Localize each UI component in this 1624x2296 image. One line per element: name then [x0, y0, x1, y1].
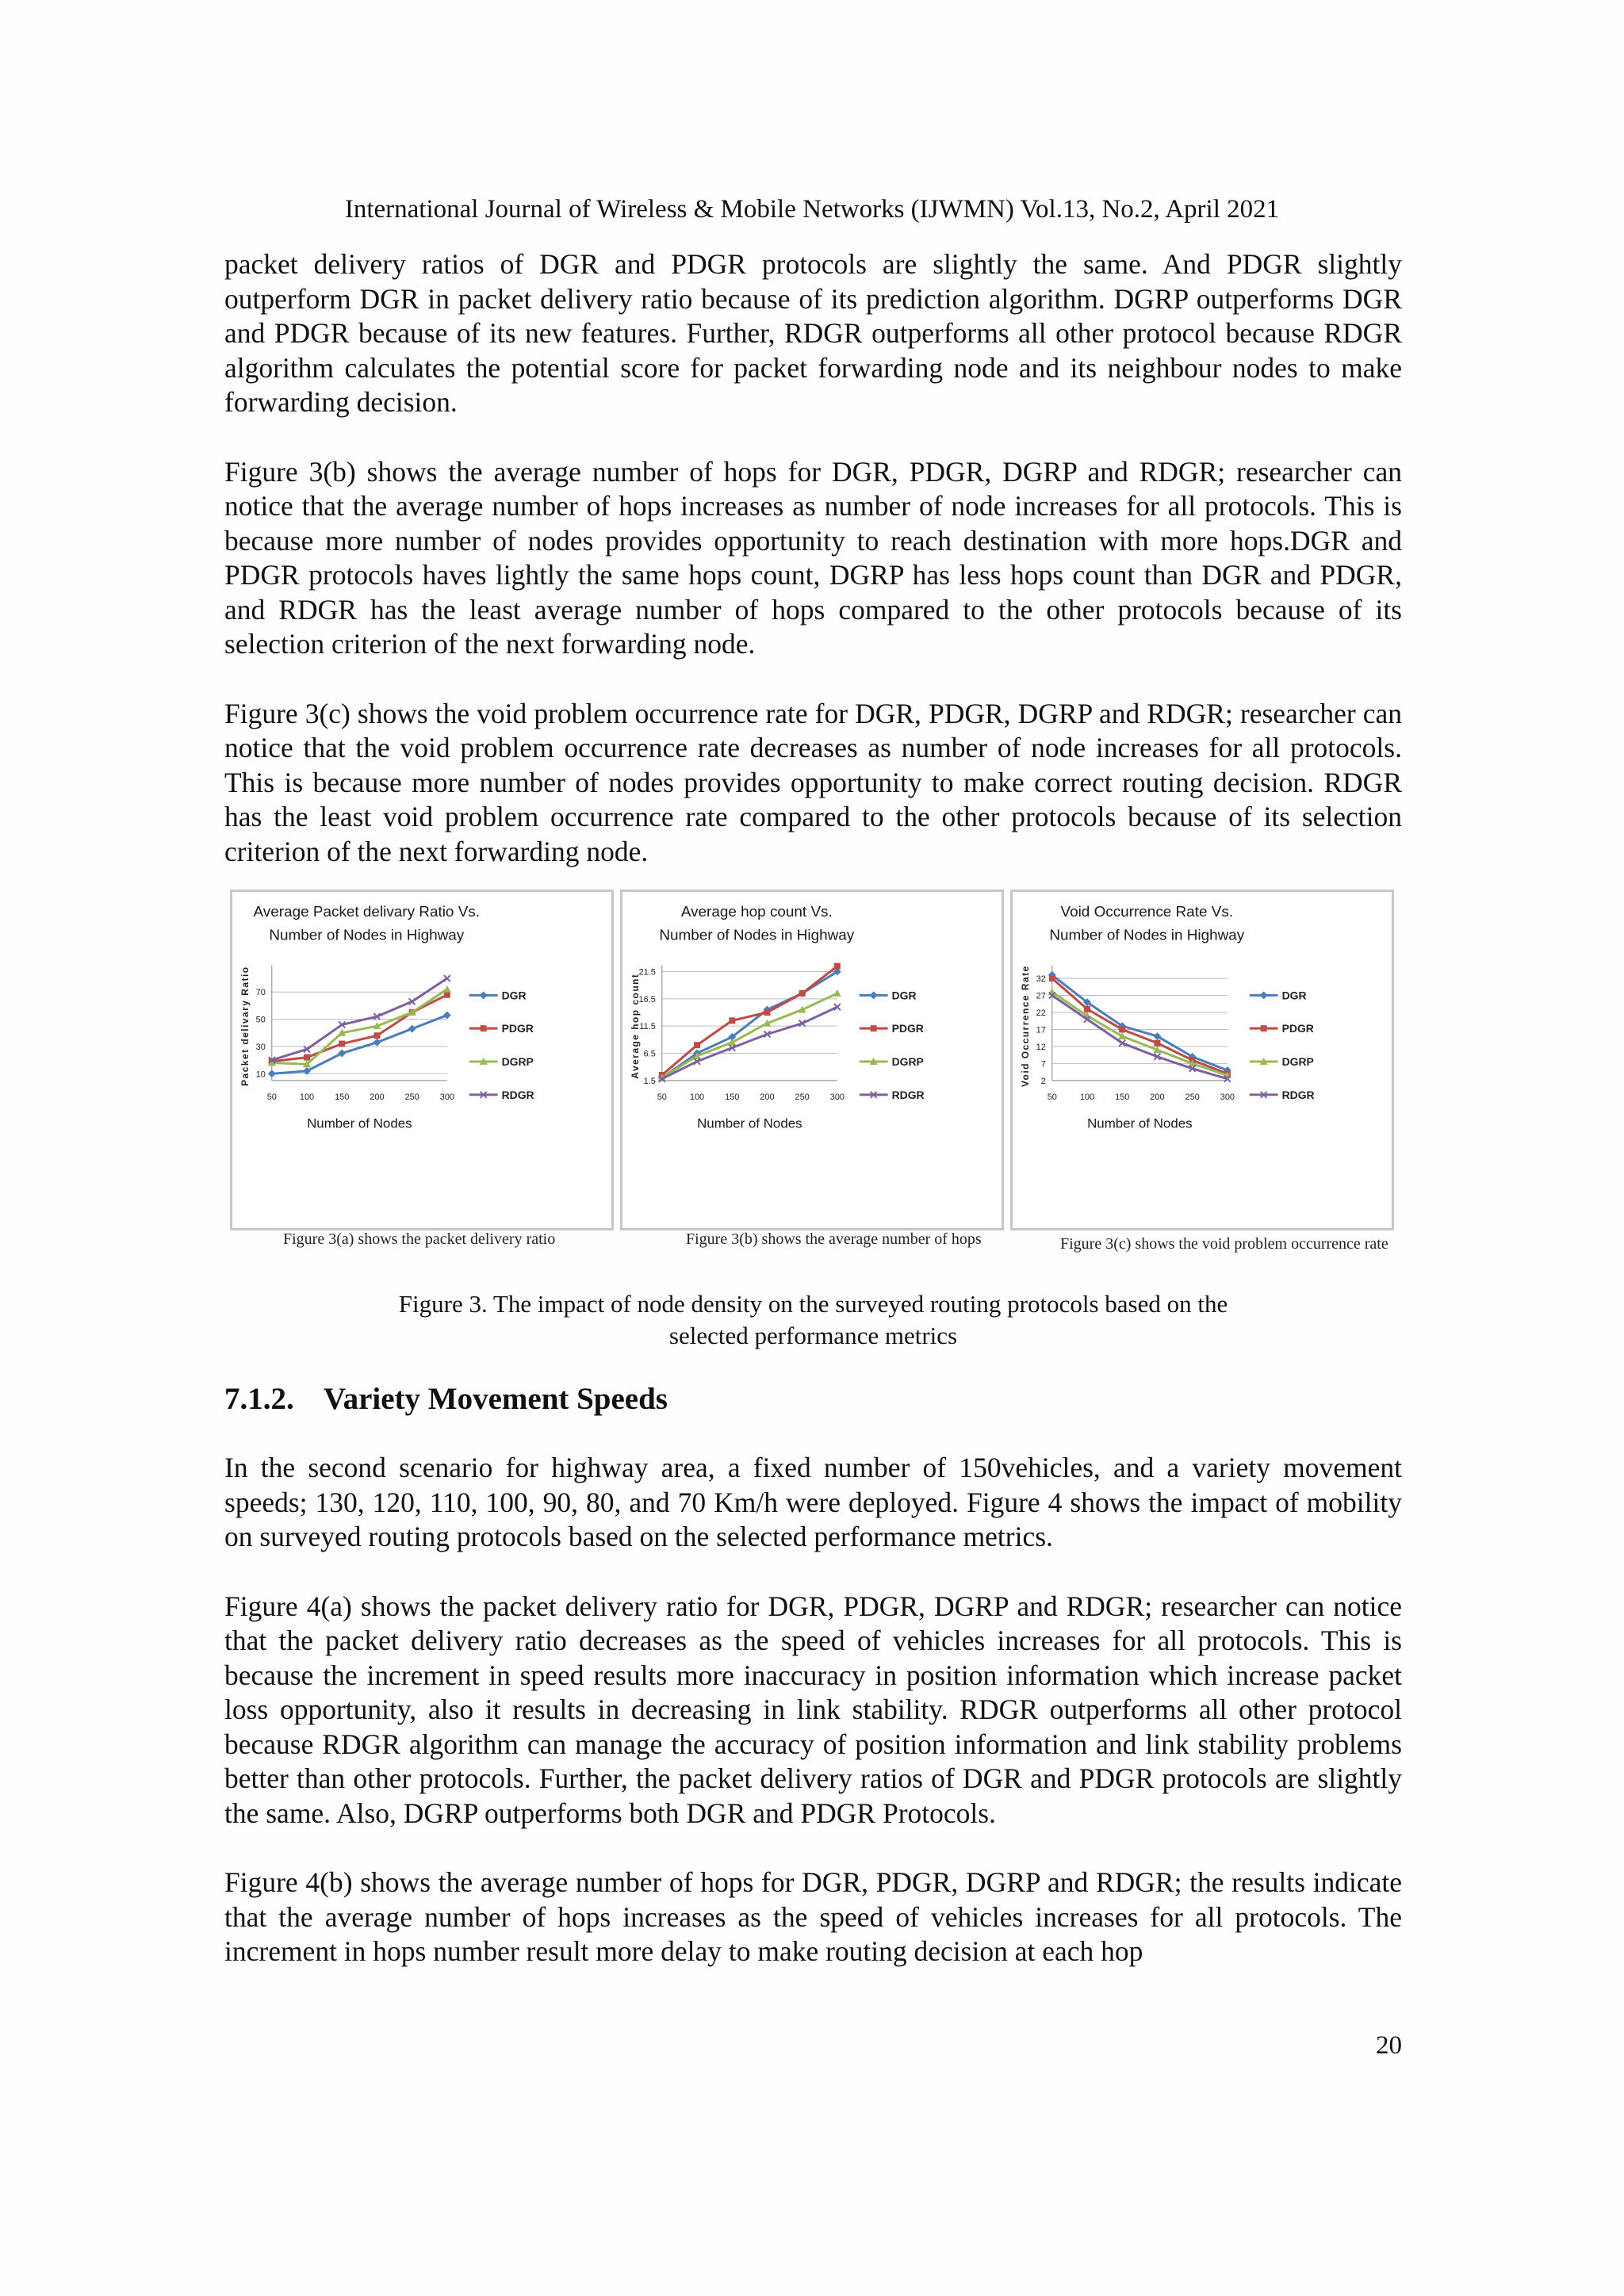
data-point: [481, 1025, 487, 1031]
data-point: [1048, 988, 1056, 995]
x-tick-label: 50: [1047, 1092, 1057, 1102]
chart-title: Number of Nodes in Highway: [269, 927, 465, 944]
legend-label: DGR: [891, 989, 917, 1002]
chart-c: [1013, 892, 1392, 1228]
data-point: [408, 1025, 416, 1033]
y-tick-label: 70: [255, 988, 266, 998]
data-point: [444, 992, 450, 998]
data-point: [339, 1041, 345, 1047]
y-tick-label: 11.5: [639, 1022, 656, 1032]
data-point: [373, 1032, 380, 1039]
x-tick-label: 50: [657, 1092, 667, 1102]
x-tick-label: 200: [760, 1092, 775, 1102]
data-point: [834, 963, 841, 970]
chart-panel-a: [230, 890, 614, 1230]
y-tick-label: 50: [255, 1015, 266, 1025]
y-tick-label: 30: [255, 1042, 266, 1052]
caption-line-2: selected performance metrics: [668, 1322, 958, 1349]
legend-label: DGRP: [1281, 1054, 1314, 1068]
chart-b: [622, 892, 1002, 1228]
chart-panel-c: [1010, 890, 1394, 1230]
x-tick-label: 50: [266, 1092, 277, 1102]
y-tick-label: 17: [1036, 1025, 1046, 1035]
subcaption-c: Figure 3(c) shows the void problem occurrence rate: [1060, 1235, 1388, 1253]
figure-caption: [224, 1288, 1402, 1352]
section-title: Variety Movement Speeds: [324, 1382, 668, 1416]
series-line: [662, 1007, 837, 1079]
x-tick-label: 150: [335, 1092, 350, 1102]
x-tick-label: 250: [1185, 1092, 1200, 1102]
y-tick-label: 22: [1036, 1008, 1046, 1018]
data-point: [1261, 1025, 1267, 1031]
data-point: [764, 1009, 770, 1016]
y-tick-label: 16.5: [638, 994, 656, 1004]
legend-label: RDGR: [891, 1088, 925, 1101]
legend-label: DGRP: [501, 1054, 534, 1068]
series-line: [1052, 975, 1228, 1070]
data-point: [480, 991, 488, 999]
y-tick-label: 7: [1040, 1059, 1046, 1070]
x-axis-label: Number of Nodes: [1087, 1115, 1193, 1131]
x-tick-label: 300: [1220, 1092, 1235, 1102]
data-point: [871, 1025, 877, 1031]
data-point: [870, 991, 878, 999]
chart-panel-b: [620, 890, 1004, 1230]
chart-title: Number of Nodes in Highway: [1049, 927, 1245, 944]
legend-label: DGRP: [891, 1054, 924, 1068]
y-tick-label: 12: [1036, 1042, 1046, 1052]
chart-title: Number of Nodes in Highway: [659, 927, 855, 944]
paragraph: Figure 3(c) shows the void problem occurrence rate for DGR, PDGR, DGRP and RDGR; researcher can notice that the void problem occurrence rate decreases as number of node increases for all protocols. This is because more number of nodes provides opportunity to make correct routing decision. RDGR has the least void problem occurrence rate compared to the other protocols because of its selection criterion of the next forwarding node.: [224, 697, 1402, 867]
x-axis-label: Number of Nodes: [697, 1115, 802, 1131]
section-number: 7.1.2.: [224, 1382, 294, 1416]
chart-title: Average Packet delivary Ratio Vs.: [253, 903, 481, 920]
y-tick-label: 1.5: [643, 1076, 656, 1086]
data-point: [694, 1042, 700, 1048]
x-tick-label: 250: [795, 1092, 810, 1102]
running-header: International Journal of Wireless & Mobile Networks (IJWMN) Vol.13, No.2, April 2021: [344, 195, 1280, 224]
paragraph: Figure 3(b) shows the average number of hops for DGR, PDGR, DGRP and RDGR; researcher can notice that the average number of hops increases as number of node increases for all protocols. This is because more number of nodes provides opportunity to reach destination with more hops.DGR and PDGR protocols haves lightly the same hops count, DGRP has less hops count than DGR and PDGR, and RDGR has the least average number of hops compared to the other protocols because of its selection criterion of the next forwarding node.: [224, 455, 1402, 660]
data-point: [1084, 1006, 1090, 1012]
x-tick-label: 200: [1150, 1092, 1165, 1102]
subcaption-a: Figure 3(a) shows the packet delivery ratio: [283, 1230, 556, 1248]
data-point: [443, 985, 451, 993]
chart-title: Average hop count Vs.: [680, 903, 833, 920]
x-tick-label: 300: [829, 1092, 845, 1102]
paragraph: Figure 4(b) shows the average number of hops for DGR, PDGR, DGRP and RDGR; the results indicate that the average number of hops increases as the speed of vehicles increases for all protocols. The increment in hops number result more delay to make routing decision at each hop: [224, 1866, 1402, 1967]
chart-a: [232, 892, 611, 1228]
x-tick-label: 100: [1079, 1092, 1095, 1102]
legend-label: RDGR: [501, 1088, 534, 1101]
data-point: [304, 1054, 310, 1061]
y-axis-label: Average hop count: [629, 973, 641, 1079]
legend-label: DGR: [1281, 989, 1307, 1002]
y-axis-label: Packet delivary Ratio: [239, 966, 251, 1086]
data-point: [1049, 975, 1055, 982]
legend-label: DGR: [501, 989, 527, 1002]
body-text-top: [224, 247, 1402, 904]
legend-label: PDGR: [501, 1022, 534, 1035]
figure-3: [230, 890, 1394, 1253]
x-tick-label: 150: [725, 1092, 740, 1102]
x-tick-label: 150: [1115, 1092, 1130, 1102]
legend-label: PDGR: [891, 1022, 924, 1035]
data-point: [444, 975, 450, 982]
data-point: [373, 1039, 381, 1047]
y-tick-label: 10: [255, 1070, 266, 1080]
x-tick-label: 100: [299, 1092, 315, 1102]
chart-title: Void Occurrence Rate Vs.: [1060, 903, 1234, 920]
data-point: [729, 1017, 735, 1024]
legend-label: RDGR: [1281, 1088, 1315, 1101]
y-tick-label: 32: [1036, 974, 1046, 985]
x-tick-label: 300: [439, 1092, 454, 1102]
y-tick-label: 6.5: [643, 1049, 656, 1059]
subcaption-b: Figure 3(b) shows the average number of hops: [686, 1230, 982, 1248]
section-heading: [224, 1381, 668, 1417]
paragraph: Figure 4(a) shows the packet delivery ratio for DGR, PDGR, DGRP and RDGR; researcher can notice that the packet delivery ratio decreases as the speed of vehicles increases for all protocols. This is because the increment in speed results more inaccuracy in position information which increase packet loss opportunity, also it results in decreasing in link stability. RDGR outperforms all other protocol because RDGR algorithm can manage the accuracy of position information and link stability problems better than other protocols. Further, the packet delivery ratios of DGR and PDGR protocols are slightly the same. Also, DGRP outperforms both DGR and PDGR Protocols.: [224, 1590, 1402, 1829]
paragraph: packet delivery ratios of DGR and PDGR protocols are slightly the same. And PDGR slightly outperform DGR in packet delivery ratio because of its prediction algorithm. DGRP outperforms DGR and PDGR because of its new features. Further, RDGR outperforms all other protocol because RDGR algorithm calculates the potential score for packet forwarding node and its neighbour nodes to make forwarding decision.: [224, 248, 1402, 418]
data-point: [833, 989, 841, 997]
x-tick-label: 250: [404, 1092, 419, 1102]
y-tick-label: 27: [1036, 991, 1046, 1001]
data-point: [443, 1011, 451, 1019]
y-tick-label: 2: [1040, 1076, 1046, 1086]
data-point: [268, 1070, 276, 1077]
data-point: [1260, 991, 1268, 999]
data-point: [1154, 1040, 1160, 1047]
y-tick-label: 21.5: [638, 967, 656, 978]
x-tick-label: 100: [689, 1092, 705, 1102]
y-axis-label: Void Occurrence Rate: [1019, 965, 1031, 1088]
data-point: [1119, 1026, 1125, 1032]
caption-line-1: Figure 3. The impact of node density on the surveyed routing protocols based on the: [398, 1290, 1228, 1318]
paragraph: In the second scenario for highway area, a fixed number of 150vehicles, and a variety movement speeds; 130, 120, 110, 100, 90, 80, and 70 Km/h were deployed. Figure 4 shows the impact of mobility on surveyed routing protocols based on the selected performance metrics.: [224, 1452, 1402, 1552]
x-axis-label: Number of Nodes: [307, 1115, 412, 1131]
data-point: [338, 1050, 346, 1058]
x-tick-label: 200: [370, 1092, 385, 1102]
legend-label: PDGR: [1281, 1022, 1314, 1035]
page-number: 20: [1376, 2031, 1402, 2060]
data-point: [799, 990, 806, 997]
body-text-bottom: [224, 1451, 1402, 2004]
